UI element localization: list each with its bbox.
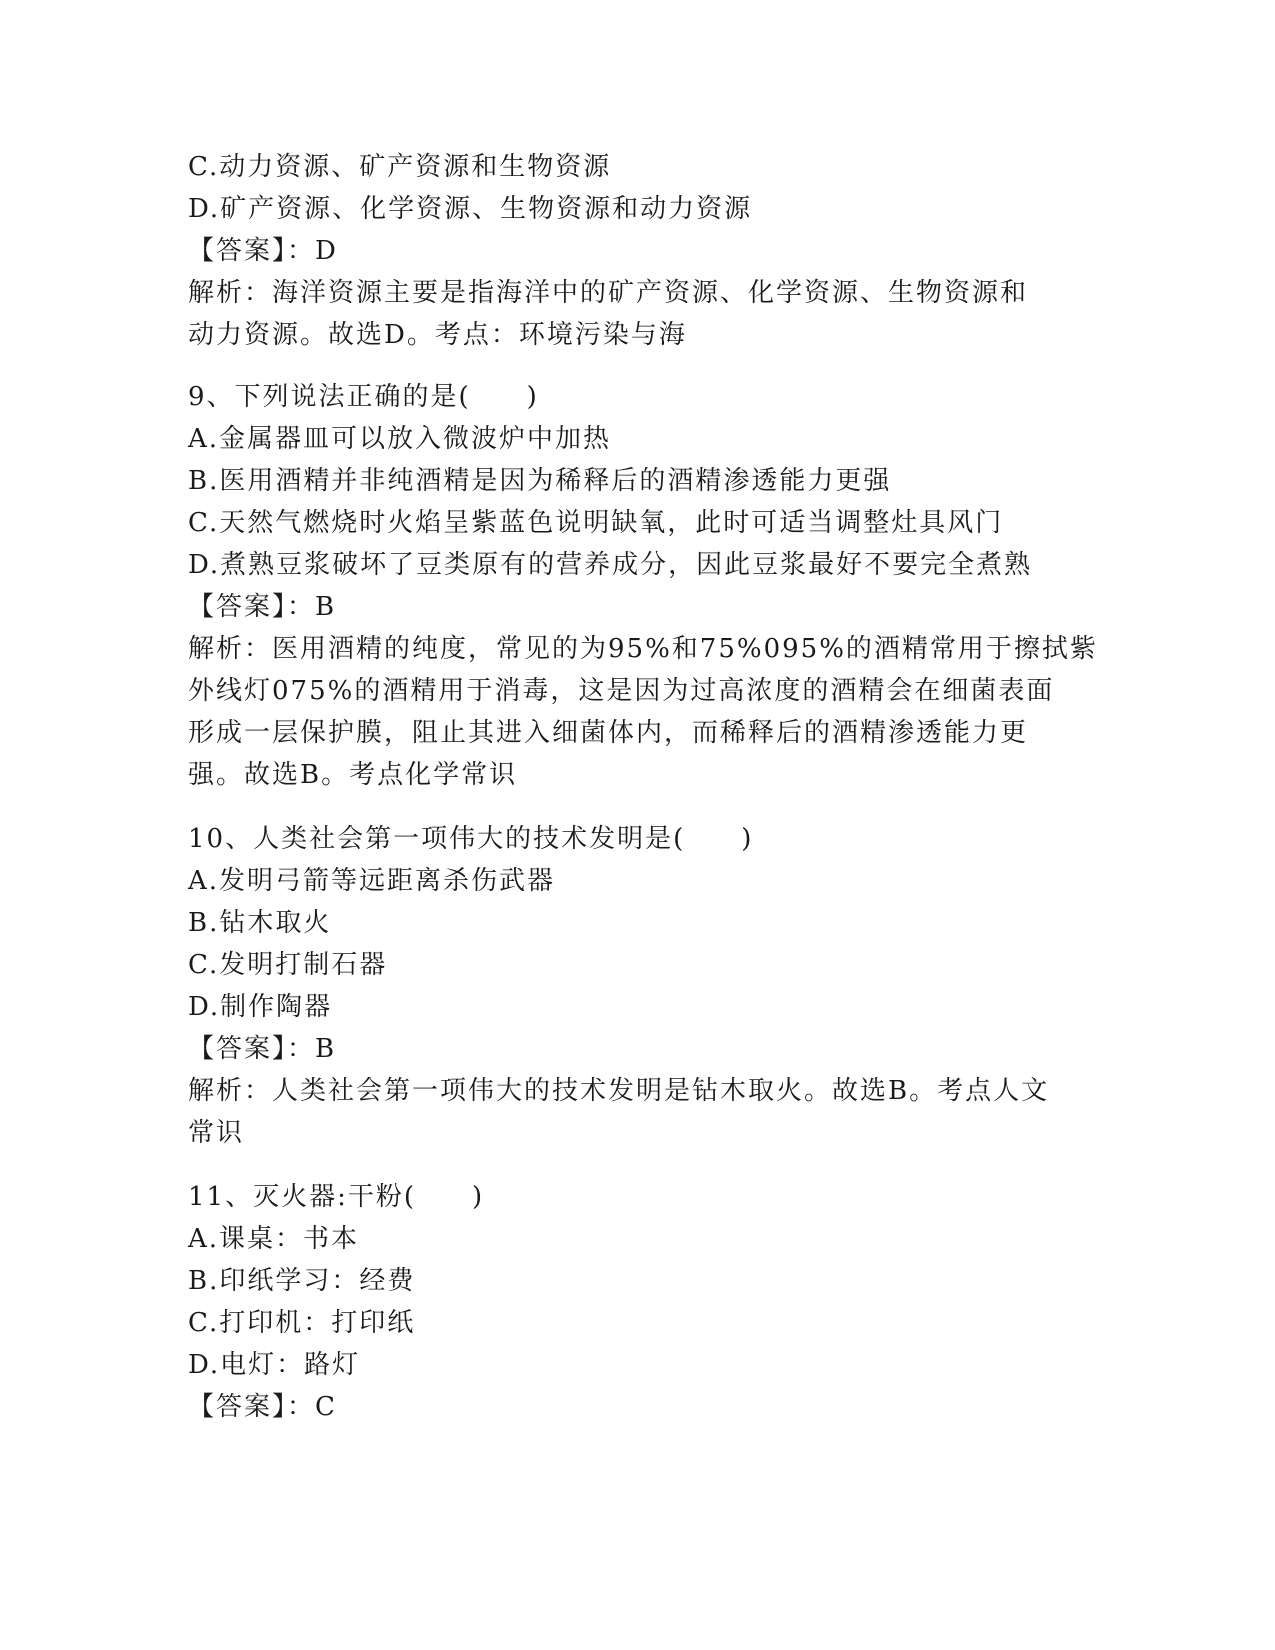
analysis-line: 动力资源。故选D。考点：环境污染与海 <box>188 320 687 350</box>
question-9 <box>188 376 1098 796</box>
option-c: C.天然气燃烧时火焰呈紫蓝色说明缺氧，此时可适当调整灶具风门 <box>188 508 1004 538</box>
option-c: C.打印机：打印纸 <box>188 1308 416 1338</box>
answer: 【答案】：B <box>188 592 337 622</box>
spacer <box>188 356 1088 376</box>
question-stem: 9、下列说法正确的是( ) <box>188 382 539 412</box>
option-d: D.电灯：路灯 <box>188 1350 361 1380</box>
analysis-line: 解析：医用酒精的纯度，常见的为95%和75%095%的酒精常用于擦拭紫 <box>188 634 1098 664</box>
analysis-line: 常识 <box>188 1118 245 1148</box>
question-11 <box>188 1176 1088 1428</box>
answer: 【答案】：C <box>188 1392 337 1422</box>
option-c: C.发明打制石器 <box>188 950 388 980</box>
answer: 【答案】：D <box>188 236 338 266</box>
question-8-continued <box>188 146 1088 356</box>
answer: 【答案】：B <box>188 1034 337 1064</box>
question-stem: 11、灭火器:干粉( ) <box>188 1182 485 1212</box>
option-d: D.矿产资源、化学资源、生物资源和动力资源 <box>188 194 753 224</box>
spacer <box>188 1154 1088 1176</box>
analysis-line: 解析：海洋资源主要是指海洋中的矿产资源、化学资源、生物资源和 <box>188 278 1029 308</box>
option-b: B.医用酒精并非纯酒精是因为稀释后的酒精渗透能力更强 <box>188 466 892 496</box>
option-a: A.金属器皿可以放入微波炉中加热 <box>188 424 612 454</box>
spacer <box>188 796 1088 818</box>
option-a: A.课桌：书本 <box>188 1224 360 1254</box>
analysis-line: 形成一层保护膜，阻止其进入细菌体内，而稀释后的酒精渗透能力更 <box>188 718 1029 748</box>
option-b: B.印纸学习：经费 <box>188 1266 416 1296</box>
option-d: D.制作陶器 <box>188 992 333 1022</box>
analysis-line: 强。故选B。考点化学常识 <box>188 760 518 790</box>
option-d: D.煮熟豆浆破坏了豆类原有的营养成分，因此豆浆最好不要完全煮熟 <box>188 550 1033 580</box>
document-page <box>188 146 1098 1428</box>
analysis-line: 解析：人类社会第一项伟大的技术发明是钻木取火。故选B。考点人文 <box>188 1076 1050 1106</box>
analysis-line: 外线灯075%的酒精用于消毒，这是因为过高浓度的酒精会在细菌表面 <box>188 676 1055 706</box>
option-a: A.发明弓箭等远距离杀伤武器 <box>188 866 556 896</box>
option-c: C.动力资源、矿产资源和生物资源 <box>188 152 612 182</box>
option-b: B.钻木取火 <box>188 908 332 938</box>
question-10 <box>188 818 1088 1154</box>
question-stem: 10、人类社会第一项伟大的技术发明是( ) <box>188 824 754 854</box>
